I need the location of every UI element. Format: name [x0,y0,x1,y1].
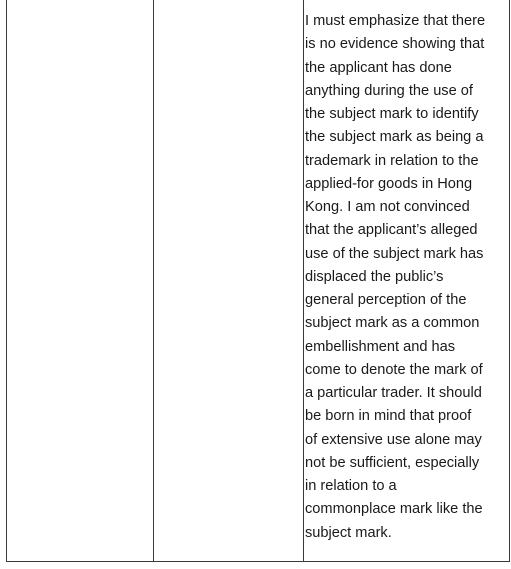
table-row-bottom-border [6,561,510,562]
cell-text-line: displaced the public’s [305,268,444,285]
cell-text-line: a particular trader. It should [305,385,482,401]
cell-text-line: in relation to a [305,478,397,494]
cell-text-line: I must emphasize that there [305,13,486,29]
table-border-right [509,0,510,562]
cell-text-line: commonplace mark like the [305,501,483,518]
table-column-divider-2 [303,0,304,562]
cell-text-line: the subject mark as being a [305,129,484,146]
table-border-left [6,0,7,562]
cell-text-line: applied-for goods in Hong [305,175,473,192]
cell-text-line: that the applicant’s alleged [305,222,478,239]
cell-text-line: come to denote the mark of [305,361,483,378]
cell-text-line: not be sufficient, especially [305,454,480,471]
cell-text-line: the applicant has done [305,59,452,76]
cell-text-line: embellishment and has [305,338,456,355]
cell-text-line: anything during the use of [305,82,473,99]
cell-text-line: general perception of the [305,292,467,308]
table-column-divider-1 [153,0,154,562]
cell-text-line: be born in mind that proof [305,408,472,425]
cell-text-line: the subject mark to identify [305,106,479,122]
cell-text-line: subject mark. [305,524,392,541]
cell-text-line: use of the subject mark has [305,245,484,262]
cell-text-line: of extensive use alone may [305,431,482,448]
table-cell-text [305,10,501,545]
cell-text-line: subject mark as a common [305,315,480,332]
cell-text-line: trademark in relation to the [305,152,479,169]
cell-text-line: Kong. I am not convinced [305,199,470,215]
cell-text-line: is no evidence showing that [305,36,485,53]
